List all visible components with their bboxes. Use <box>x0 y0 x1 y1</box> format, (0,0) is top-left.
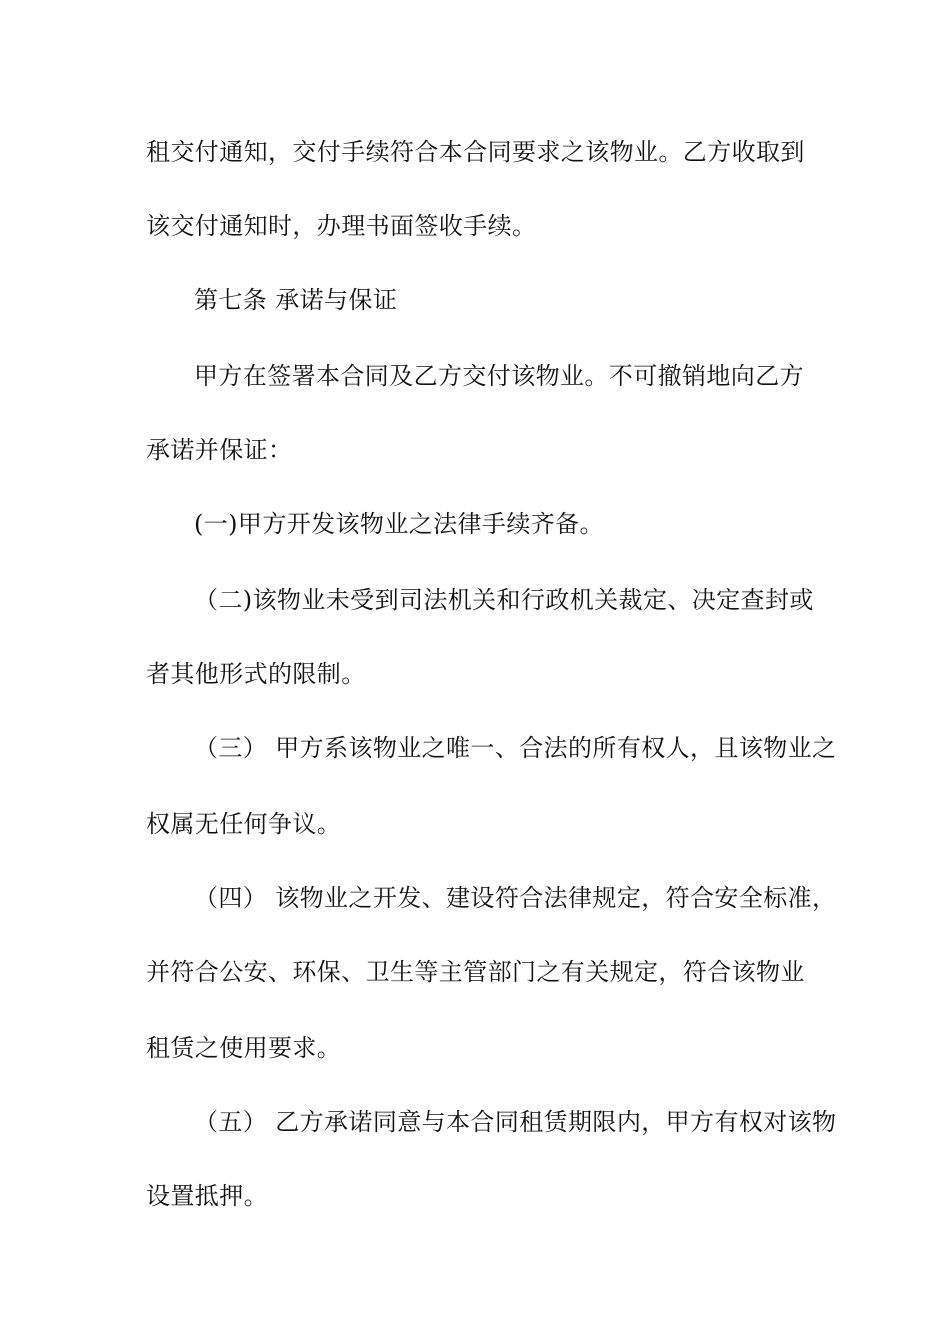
section-heading: 第七条 承诺与保证 <box>194 286 398 314</box>
clause-4-line-2: 并符合公安、环保、卫生等主管部门之有关规定，符合该物业 <box>146 958 805 986</box>
clause-4-line-1: （四） 该物业之开发、建设符合法律规定，符合安全标准， <box>194 884 837 912</box>
clause-2-line-2: 者其他形式的限制。 <box>146 660 366 688</box>
clause-3-line-2: 权属无任何争议。 <box>146 810 342 838</box>
clause-2-line-1: （二)该物业未受到司法机关和行政机关裁定、决定查封或 <box>194 586 814 614</box>
text-line-5: 承诺并保证： <box>146 436 293 464</box>
clause-1: (一)甲方开发该物业之法律手续齐备。 <box>194 510 604 538</box>
text-line-1: 租交付通知，交付手续符合本合同要求之该物业。乙方收取到 <box>146 138 805 166</box>
text-line-4: 甲方在签署本合同及乙方交付该物业。不可撤销地向乙方 <box>194 362 804 390</box>
clause-5-line-1: （五） 乙方承诺同意与本合同租赁期限内，甲方有权对该物 <box>194 1108 837 1136</box>
clause-4-line-3: 租赁之使用要求。 <box>146 1034 342 1062</box>
clause-3-line-1: （三） 甲方系该物业之唯一、合法的所有权人，且该物业之 <box>194 734 837 762</box>
clause-5-line-2: 设置抵押。 <box>146 1182 268 1210</box>
text-line-2: 该交付通知时，办理书面签收手续。 <box>146 212 537 240</box>
